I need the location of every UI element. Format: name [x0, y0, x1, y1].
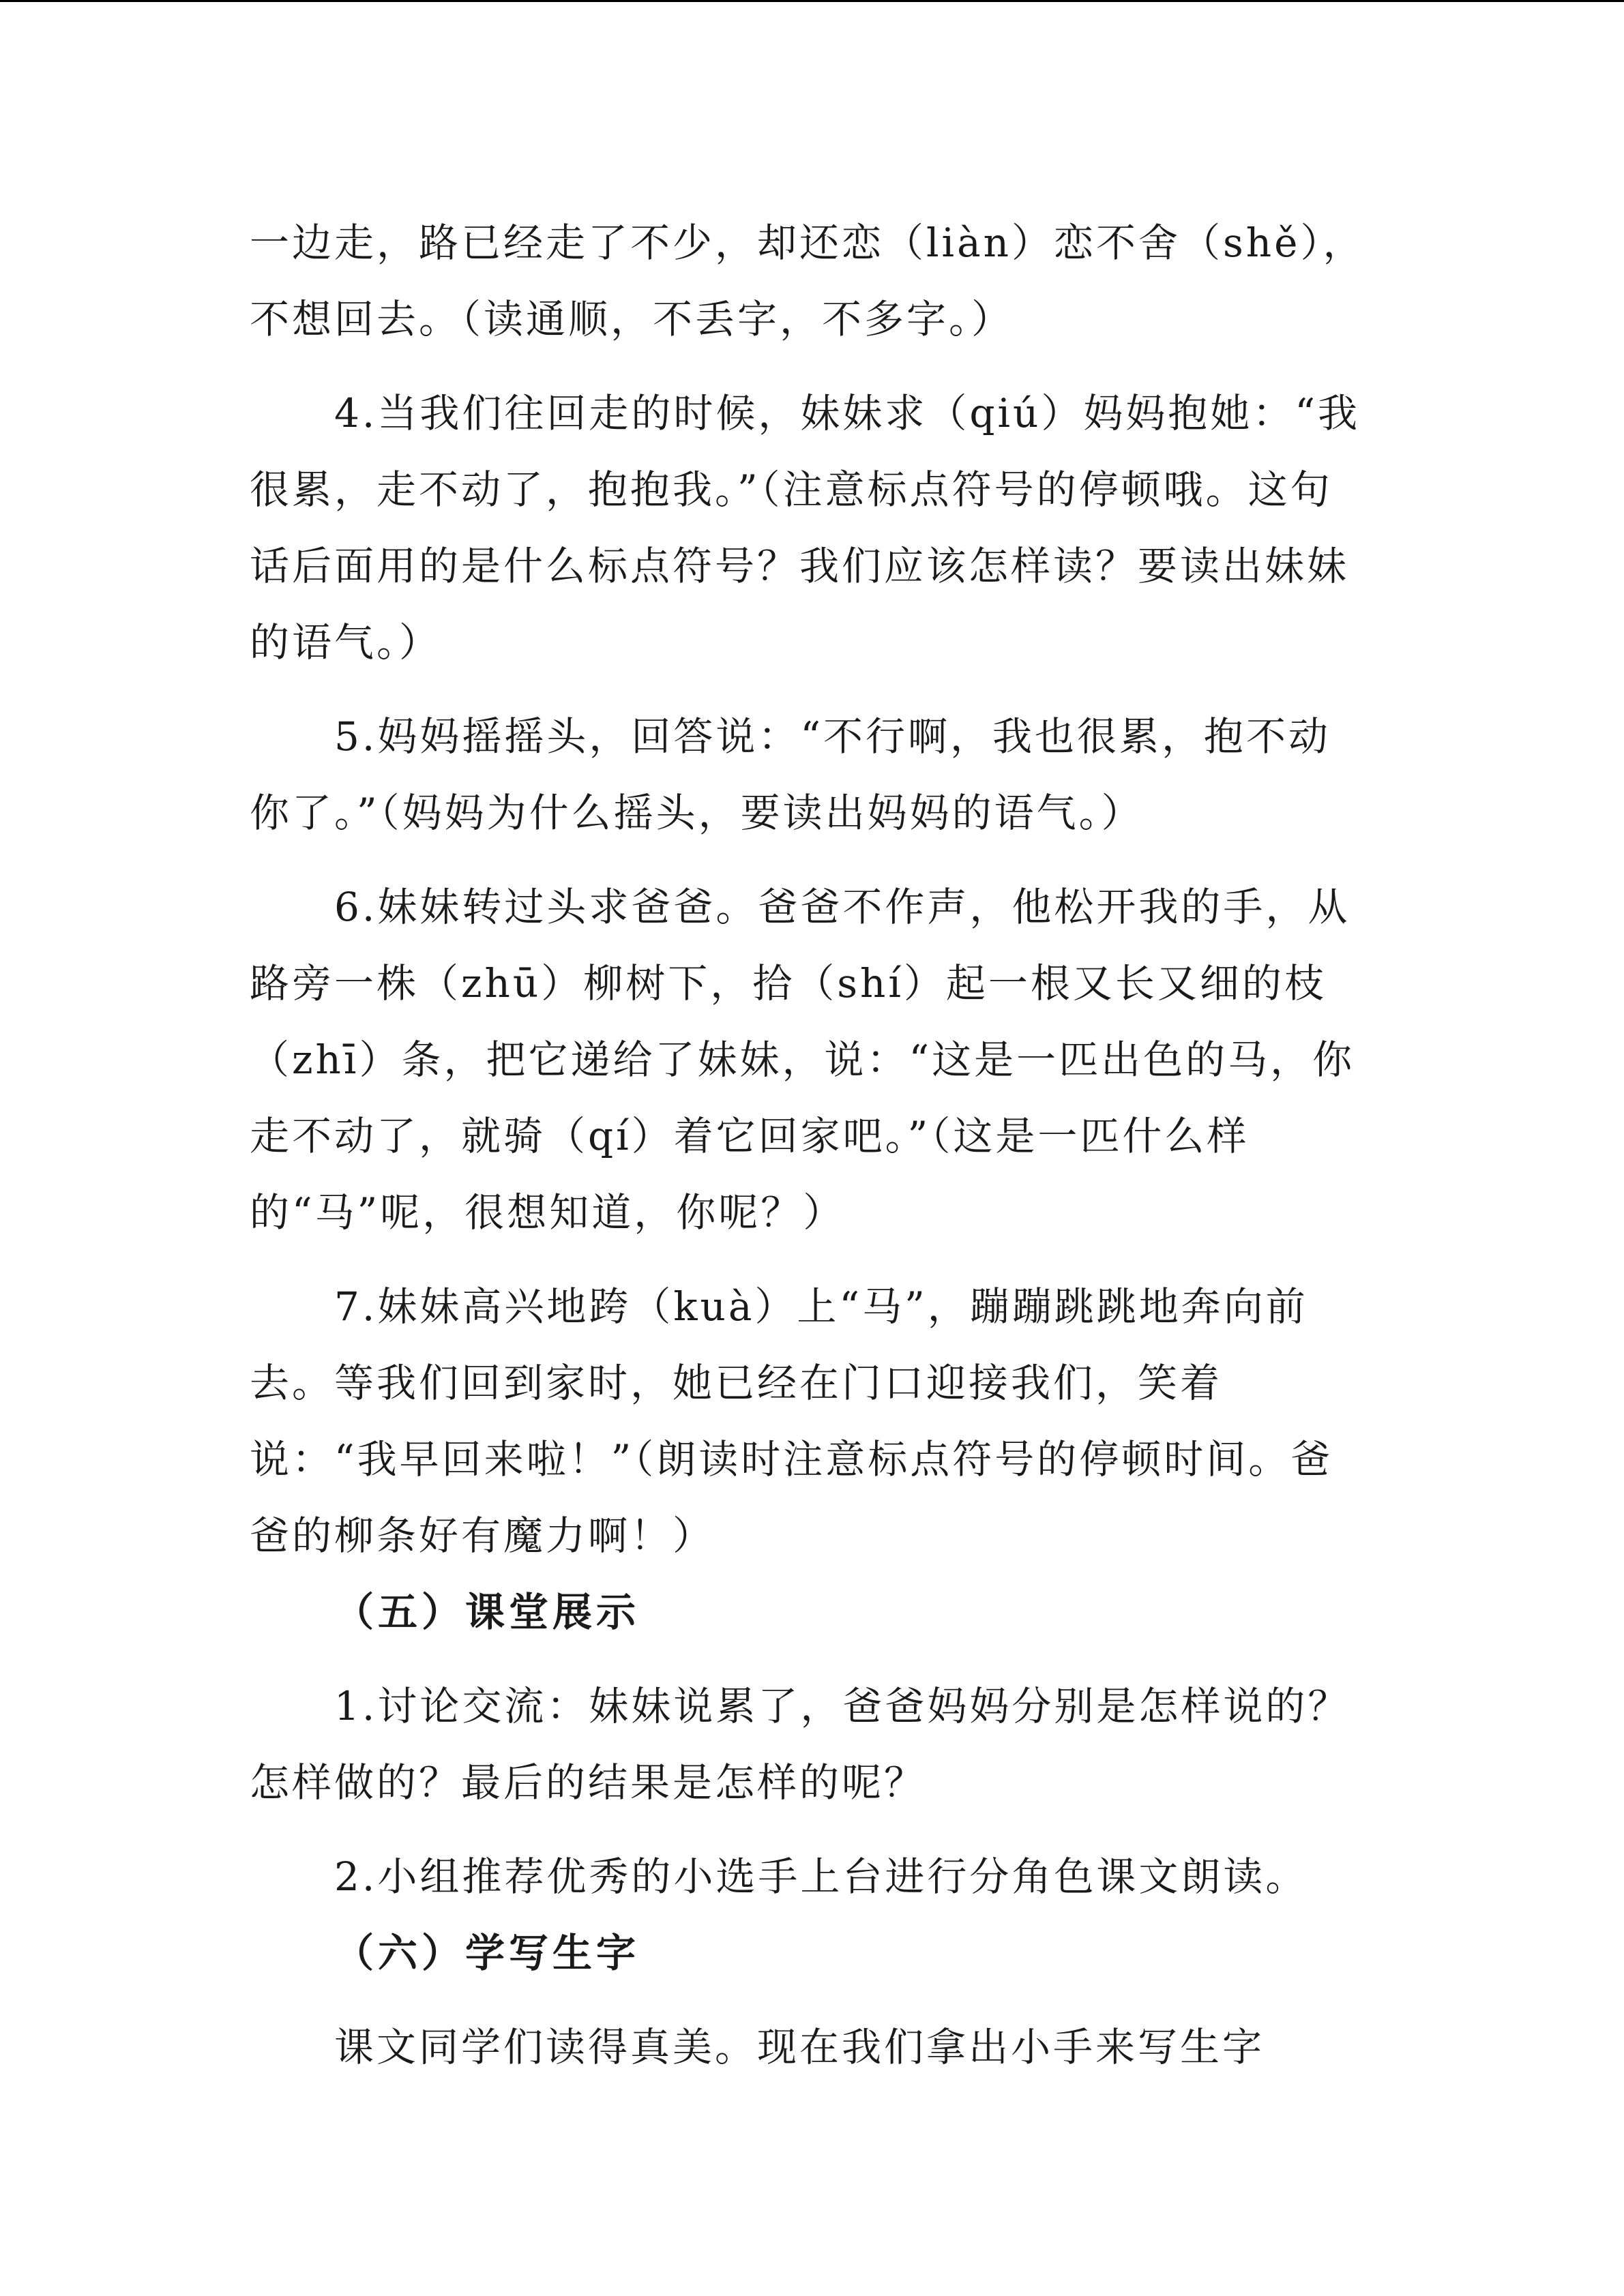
- paragraph-item-7: 7.妹妹高兴地跨（kuà）上“马”，蹦蹦跳跳地奔向前去。等我们回到家时，她已经在门口迎接我们，笑着说：“我早回来啦！”（朗读时注意标点符号的停顿时间。爸爸的柳条好有魔力啊！）: [250, 1283, 1333, 1559]
- top-border-line: [0, 0, 1624, 2]
- paragraph-item-6: 6.妹妹转过头求爸爸。爸爸不作声，他松开我的手，从路旁一株（zhū）柳树下，拾（shí）起一根又长又细的枝（zhī）条，把它递给了妹妹，说：“这是一匹出色的马，你走不动了，就骑（qí）着它回家吧。”（这是一匹什么样的“马”呢，很想知道，你呢？）: [250, 884, 1355, 1236]
- paragraph-continuation: 一边走，路已经走了不少，却还恋（liàn）恋不舍（shě），不想回去。（读通顺，不丢字，不多字。）: [250, 220, 1365, 342]
- document-page: [250, 205, 1368, 2085]
- discussion-item-1: 1.讨论交流：妹妹说累了，爸爸妈妈分别是怎样说的？怎样做的？最后的结果是怎样的呢？: [250, 1683, 1350, 1806]
- paragraph-item-5: 5.妈妈摇摇头，回答说：“不行啊，我也很累，抱不动你了。”（妈妈为什么摇头，要读出妈妈的语气。）: [250, 713, 1331, 836]
- section-heading-6: （六）学写生字: [334, 1930, 640, 1976]
- writing-intro-text: 课文同学们读得真美。现在我们拿出小手来写生字: [334, 2024, 1265, 2070]
- paragraph-item-4: 4.当我们往回走的时候，妹妹求（qiú）妈妈抱她：“我很累，走不动了，抱抱我。”（注意标点符号的停顿哦。这句话后面用的是什么标点符号？我们应该怎样读？要读出妹妹的语气。）: [250, 390, 1361, 666]
- section-heading-5: （五）课堂展示: [334, 1589, 640, 1635]
- discussion-item-2: 2.小组推荐优秀的小选手上台进行分角色课文朗读。: [334, 1853, 1308, 1900]
